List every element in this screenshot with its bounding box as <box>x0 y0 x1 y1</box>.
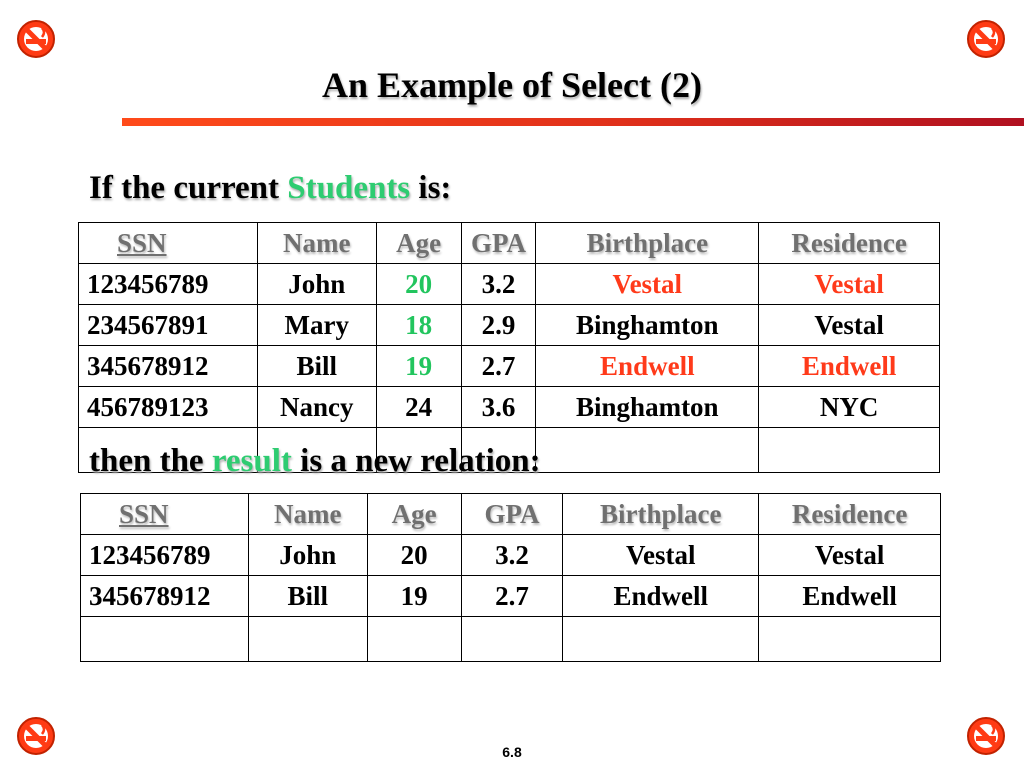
table-cell: 3.6 <box>461 387 536 428</box>
table-row <box>79 346 940 387</box>
table-cell: Bill <box>248 576 367 617</box>
table-cell: 19 <box>376 346 461 387</box>
table-cell: 20 <box>376 264 461 305</box>
caption-highlight: result <box>211 443 292 479</box>
table-cell: 345678912 <box>79 346 258 387</box>
column-header: SSN <box>79 223 258 264</box>
slide-title: An Example of Select (2) <box>322 65 702 105</box>
caption-highlight: Students <box>287 170 411 206</box>
page-number: 6.8 <box>502 744 522 760</box>
table-row-empty <box>81 617 941 662</box>
caption-text: is a new relation: <box>291 443 541 479</box>
table-cell: Mary <box>257 305 376 346</box>
caption-text: is: <box>410 170 452 206</box>
table-cell: Binghamton <box>536 387 759 428</box>
table-header-row <box>81 494 941 535</box>
column-header: Birthplace <box>536 223 759 264</box>
column-header: Residence <box>759 494 941 535</box>
table-cell: Endwell <box>759 576 941 617</box>
table-cell: 3.2 <box>461 264 536 305</box>
column-header: Name <box>257 223 376 264</box>
table-cell: John <box>257 264 376 305</box>
table-cell: 20 <box>367 535 461 576</box>
table-cell: John <box>248 535 367 576</box>
table-cell: 2.9 <box>461 305 536 346</box>
table-cell: NYC <box>759 387 940 428</box>
table-row <box>79 387 940 428</box>
table-row <box>81 576 941 617</box>
caption-text: If the current <box>89 170 288 206</box>
students-table <box>78 222 940 473</box>
students-caption <box>89 170 451 207</box>
table-cell: Vestal <box>563 535 759 576</box>
table-cell: 3.2 <box>461 535 563 576</box>
table-cell: Nancy <box>257 387 376 428</box>
table-cell: 123456789 <box>81 535 249 576</box>
table-cell: 18 <box>376 305 461 346</box>
table-cell: 456789123 <box>79 387 258 428</box>
caption-text: then the <box>89 443 212 479</box>
no-smoking-icon <box>15 18 57 60</box>
table-header-row <box>79 223 940 264</box>
table-cell: 2.7 <box>461 346 536 387</box>
column-header: SSN <box>81 494 249 535</box>
table-cell: 19 <box>367 576 461 617</box>
table-cell: Endwell <box>759 346 940 387</box>
table-cell: Endwell <box>536 346 759 387</box>
table-cell: Endwell <box>563 576 759 617</box>
table-cell: Vestal <box>759 305 940 346</box>
table-cell <box>367 617 461 662</box>
column-header: Age <box>376 223 461 264</box>
table-cell <box>759 617 941 662</box>
table-cell: 123456789 <box>79 264 258 305</box>
table-cell: Vestal <box>759 264 940 305</box>
column-header: Birthplace <box>563 494 759 535</box>
result-caption <box>89 443 541 480</box>
table-cell: 2.7 <box>461 576 563 617</box>
table-cell <box>563 617 759 662</box>
table-cell <box>81 617 249 662</box>
table-cell <box>759 428 940 473</box>
table-cell: 234567891 <box>79 305 258 346</box>
table-row <box>79 305 940 346</box>
column-header: Age <box>367 494 461 535</box>
table-cell: Vestal <box>759 535 941 576</box>
title-divider <box>122 118 1024 126</box>
column-header: Name <box>248 494 367 535</box>
column-header: GPA <box>461 223 536 264</box>
table-cell: 24 <box>376 387 461 428</box>
table-cell: 345678912 <box>81 576 249 617</box>
table-cell <box>461 617 563 662</box>
result-table <box>80 493 941 662</box>
no-smoking-icon <box>965 18 1007 60</box>
column-header: Residence <box>759 223 940 264</box>
table-cell: Binghamton <box>536 305 759 346</box>
table-row <box>81 535 941 576</box>
table-cell: Vestal <box>536 264 759 305</box>
column-header: GPA <box>461 494 563 535</box>
table-cell <box>536 428 759 473</box>
table-cell <box>248 617 367 662</box>
table-row <box>79 264 940 305</box>
table-cell: Bill <box>257 346 376 387</box>
